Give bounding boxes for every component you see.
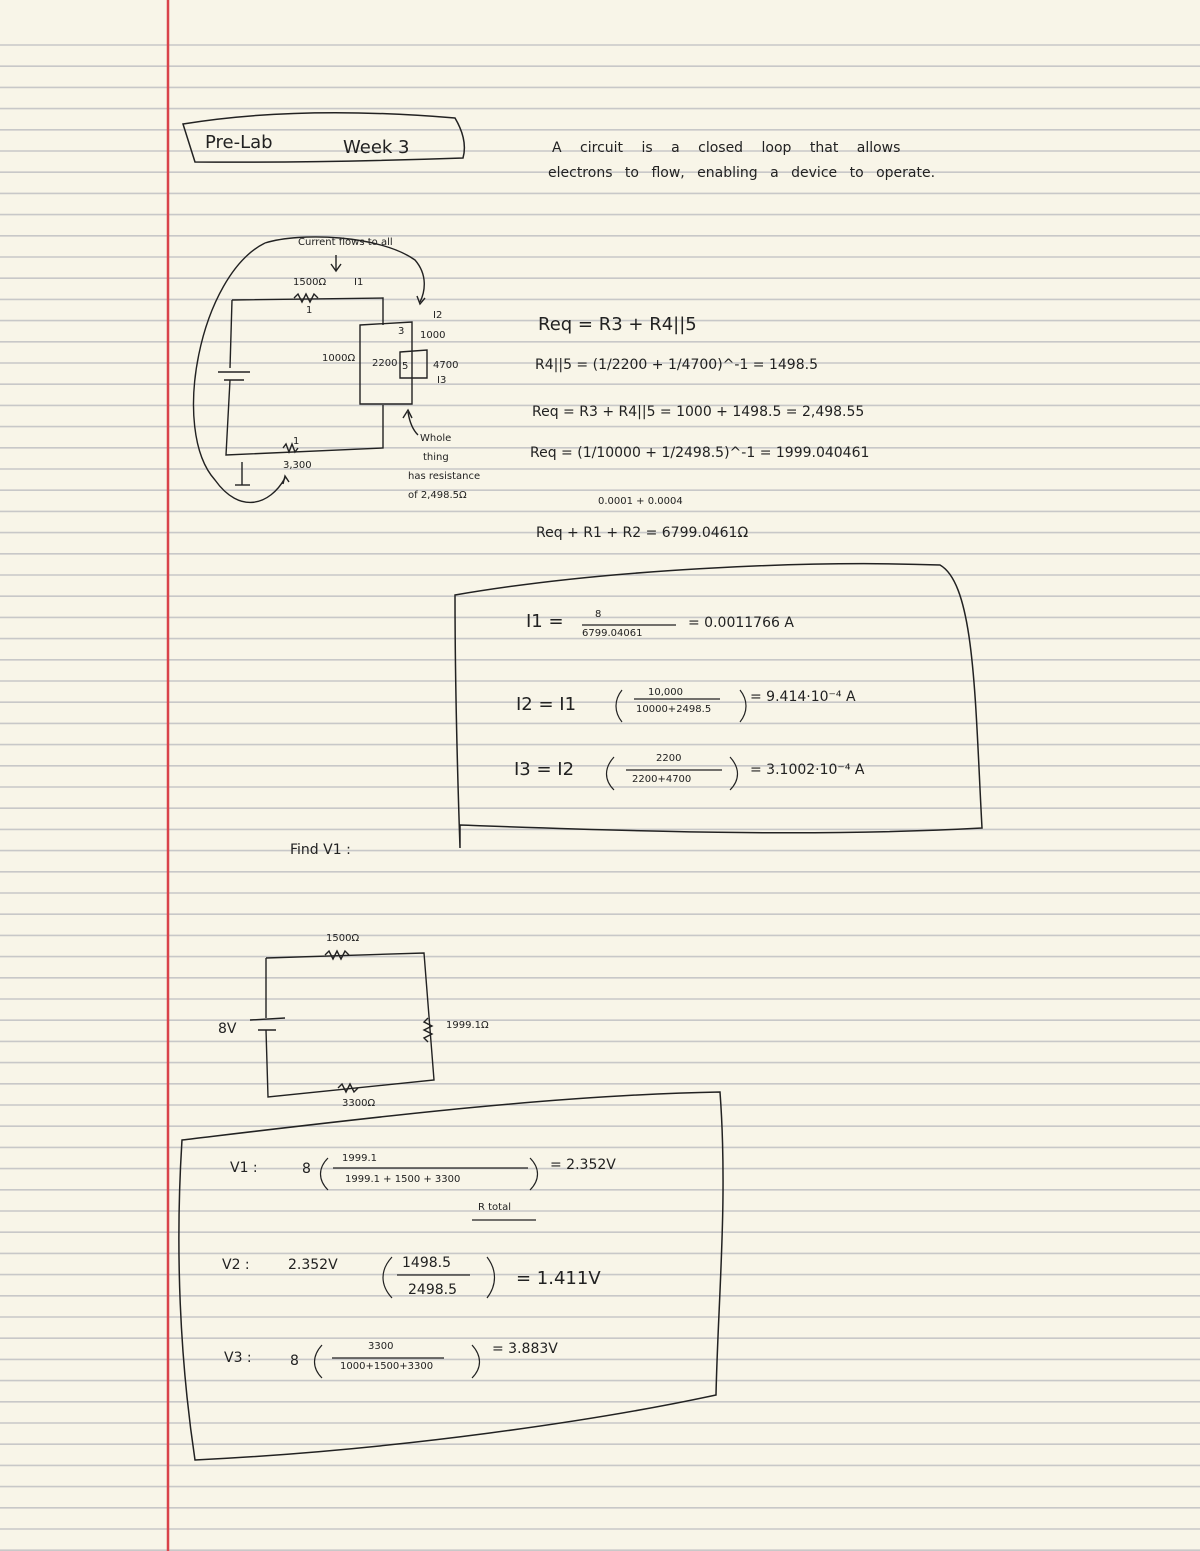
v1-numerator: 1999.1: [342, 1153, 377, 1164]
circuit-diagram-2: [250, 951, 434, 1097]
definition-line-1: A circuit is a closed loop that allows: [552, 140, 901, 156]
c2-top-resistor: 1500Ω: [326, 933, 360, 944]
current-note: Current flows to all: [298, 237, 393, 248]
week-label: Week 3: [343, 137, 410, 158]
label-r5: 4700: [433, 360, 459, 371]
v1-result: = 2.352V: [550, 1157, 616, 1173]
i2-denominator: 10000+2498.5: [636, 704, 712, 715]
v2-prefix: 2.352V: [288, 1257, 338, 1273]
i2-numerator: 10,000: [648, 687, 683, 698]
i1-result: = 0.0011766 A: [688, 615, 794, 631]
page-title: Pre-Lab: [205, 132, 273, 153]
equation-1: Req = R3 + R4||5: [538, 314, 697, 335]
c2-source: 8V: [218, 1021, 237, 1037]
v3-denominator: 1000+1500+3300: [340, 1361, 434, 1372]
whole-note-1: Whole: [420, 433, 452, 444]
v2-numerator: 1498.5: [402, 1255, 451, 1271]
equation-3: Req = R3 + R4||5 = 1000 + 1498.5 = 2,498.55: [532, 404, 865, 420]
v1-prefix: 8: [302, 1161, 311, 1177]
label-r3: 1000: [420, 330, 446, 341]
i3-numerator: 2200: [656, 753, 682, 764]
whole-note-3: has resistance: [408, 471, 481, 482]
v2-label: V2 :: [222, 1257, 250, 1273]
i1-numerator: 8: [595, 609, 602, 620]
v1-denominator: 1999.1 + 1500 + 3300: [345, 1174, 461, 1185]
label-i3: I3: [437, 375, 447, 386]
i3-label: I3 = I2: [514, 759, 575, 780]
c2-right-resistor: 1999.1Ω: [446, 1020, 489, 1031]
v3-result: = 3.883V: [492, 1341, 558, 1357]
i2-result: = 9.414·10⁻⁴ A: [750, 689, 856, 705]
i1-label: I1 =: [526, 611, 564, 632]
label-r4: 2200: [372, 358, 398, 369]
v1-rtotal-note: R total: [478, 1202, 511, 1213]
label-i1: I1: [354, 277, 364, 288]
label-i2: I2: [433, 310, 443, 321]
i1-denominator: 6799.04061: [582, 628, 643, 639]
whole-note-2: thing: [423, 452, 449, 463]
i3-denominator: 2200+4700: [632, 774, 692, 785]
label-node-bottom: 1: [293, 436, 300, 447]
label-node-1: 1: [306, 305, 313, 316]
label-r-bottom: 3,300: [283, 460, 312, 471]
equation-2: R4||5 = (1/2200 + 1/4700)^-1 = 1498.5: [535, 357, 818, 373]
i2-label: I2 = I1: [516, 694, 577, 715]
v2-denominator: 2498.5: [408, 1282, 457, 1298]
v2-result: = 1.411V: [516, 1268, 601, 1289]
equation-5: Req + R1 + R2 = 6799.0461Ω: [536, 525, 749, 541]
label-node-5: 5: [402, 361, 409, 372]
i3-result: = 3.1002·10⁻⁴ A: [750, 762, 865, 778]
v3-prefix: 8: [290, 1353, 299, 1369]
v3-numerator: 3300: [368, 1341, 394, 1352]
equation-4-note: 0.0001 + 0.0004: [598, 496, 683, 507]
label-r1: 1500Ω: [293, 277, 327, 288]
definition-line-2: electrons to flow, enabling a device to operate.: [548, 165, 936, 181]
v1-label: V1 :: [230, 1160, 258, 1176]
find-v1-heading: Find V1 :: [290, 842, 351, 858]
label-r2: 1000Ω: [322, 353, 356, 364]
v3-label: V3 :: [224, 1350, 252, 1366]
whole-note-4: of 2,498.5Ω: [408, 490, 467, 501]
equation-4: Req = (1/10000 + 1/2498.5)^-1 = 1999.040461: [530, 445, 870, 461]
label-node-3: 3: [398, 326, 405, 337]
c2-bottom-resistor: 3300Ω: [342, 1098, 376, 1109]
